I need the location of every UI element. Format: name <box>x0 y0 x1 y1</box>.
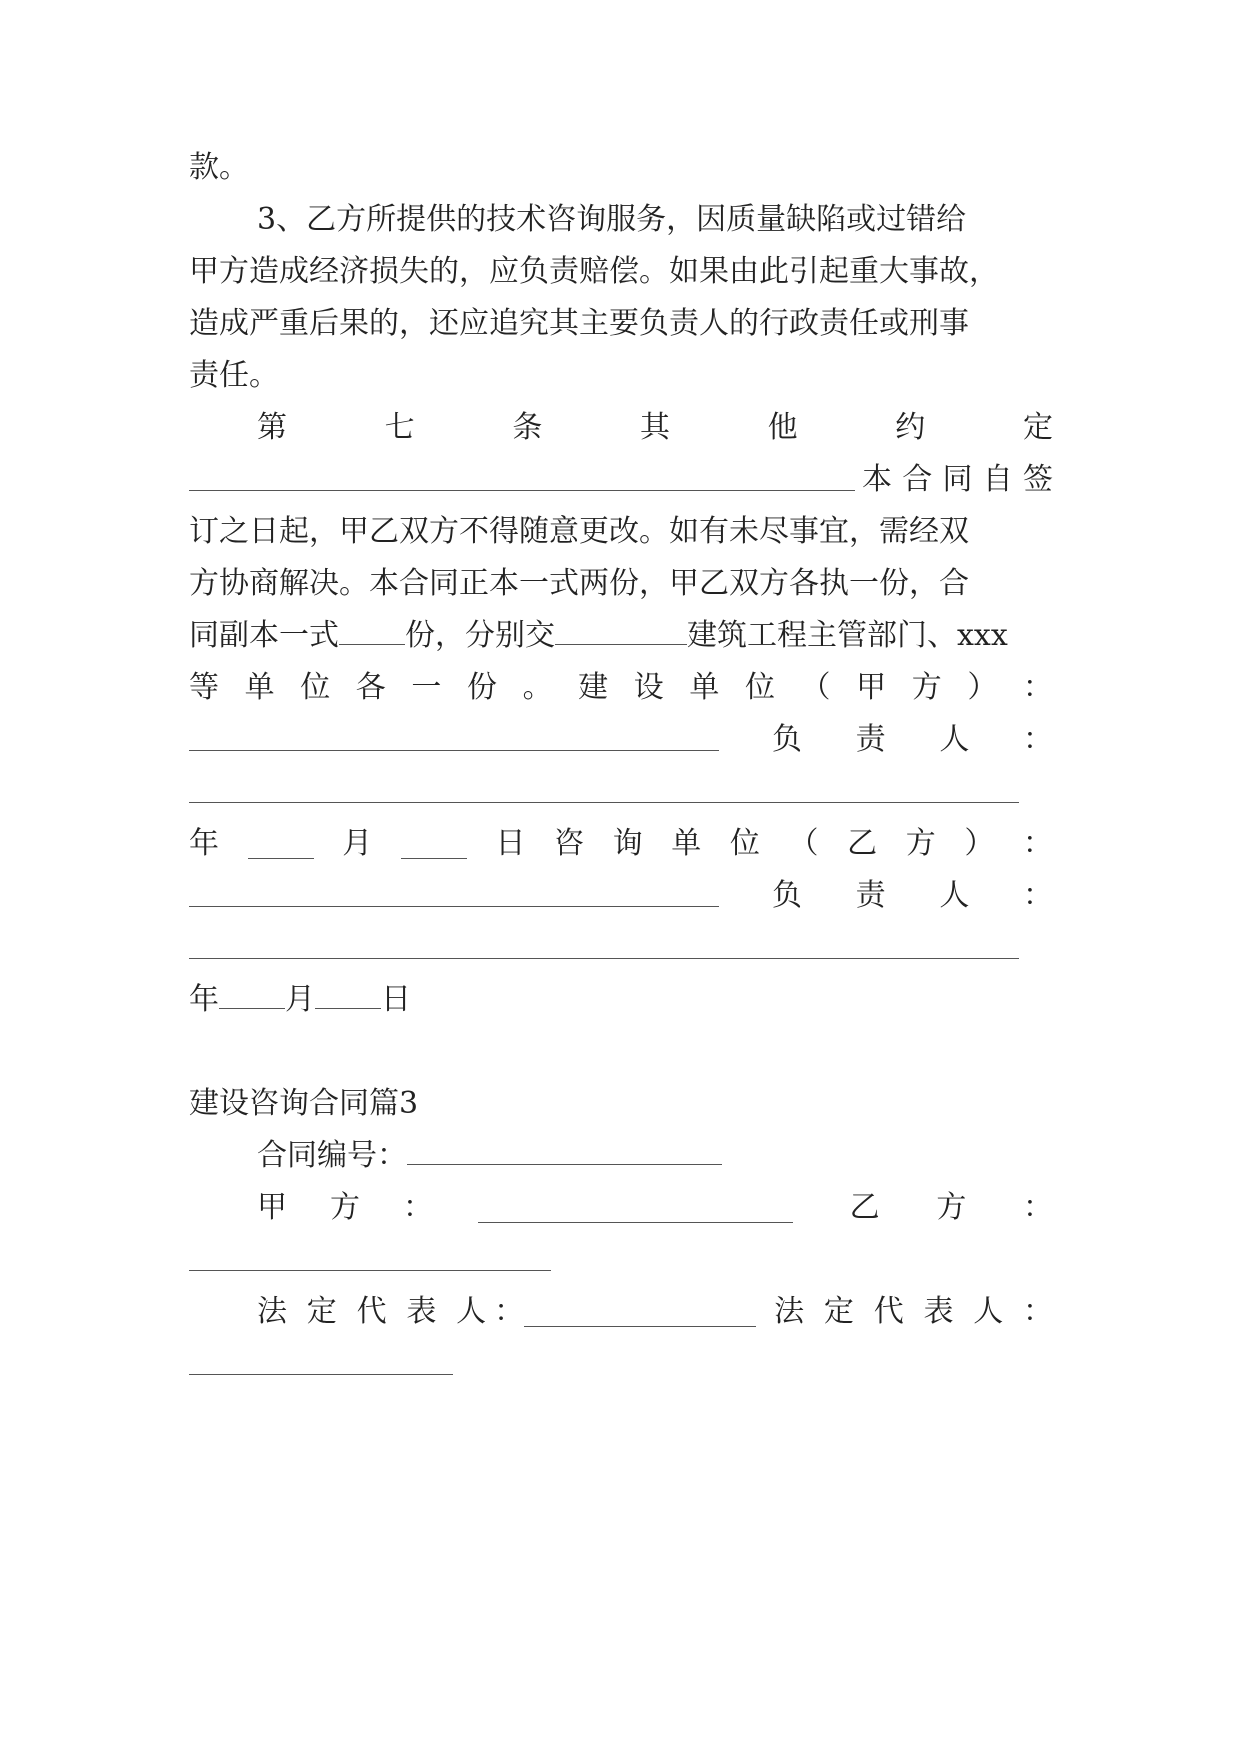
legal-rep-line <box>257 1292 1053 1332</box>
blank-line <box>189 906 719 907</box>
text-char: ） <box>967 670 998 705</box>
party-a-blank <box>478 1194 793 1223</box>
date-line <box>189 824 1053 864</box>
party-b-blank <box>189 1270 551 1271</box>
text-char: 方 <box>905 826 936 861</box>
text-char: 人 <box>939 878 970 913</box>
paragraph-line: 3、乙方所提供的技术咨询服务，因质量缺陷或过错给 <box>257 202 967 237</box>
heading-char: 其 <box>639 410 670 445</box>
text-char: 人 <box>456 1294 487 1329</box>
paragraph-line <box>189 616 1053 656</box>
text-char: （ <box>788 826 819 861</box>
text-char: 人 <box>973 1294 1004 1329</box>
text-char: 。 <box>522 670 553 705</box>
paragraph-line: 款。 <box>189 150 249 185</box>
parties-line <box>257 1188 1053 1228</box>
section-title: 建设咨询合同篇3 <box>189 1086 419 1121</box>
text-char: 设 <box>633 670 664 705</box>
text-char: 位 <box>729 826 760 861</box>
text-char: 法 <box>257 1294 287 1329</box>
text-fragment: 份，分别交 <box>405 618 555 653</box>
text-char: 定 <box>306 1294 337 1329</box>
heading-char: 条 <box>512 410 543 445</box>
text-char: 合 <box>902 462 933 497</box>
text-char: 方 <box>936 1190 967 1225</box>
legal-rep-a-blank <box>524 1298 756 1327</box>
text-char: 责 <box>855 722 886 757</box>
text-char: ： <box>1023 1190 1053 1225</box>
text-char: ） <box>964 826 995 861</box>
text-char: 一 <box>411 670 442 705</box>
text-char: 甲 <box>257 1190 287 1225</box>
heading-char: 他 <box>767 410 798 445</box>
legal-rep-b-blank <box>189 1374 453 1375</box>
text-char: 月 <box>342 826 373 861</box>
text-char: 负 <box>772 878 802 913</box>
paragraph-line: 订之日起，甲乙双方不得随意更改。如有未尽事宜，需经双 <box>189 514 969 549</box>
text-char: 单 <box>689 670 720 705</box>
heading-char: 七 <box>384 410 415 445</box>
text-char: ： <box>1023 1294 1053 1329</box>
paragraph-line <box>862 460 1053 500</box>
text-char: 乙 <box>849 1190 880 1225</box>
month-blank <box>219 980 285 1009</box>
paragraph-line: 造成严重后果的，还应追究其主要负责人的行政责任或刑事 <box>189 306 969 341</box>
text-char: 定 <box>823 1294 854 1329</box>
text-char: 咨 <box>554 826 585 861</box>
text-char: ： <box>1022 670 1053 705</box>
heading-char: 定 <box>1022 410 1053 445</box>
text-char: 单 <box>671 826 702 861</box>
text-char: （ <box>800 670 831 705</box>
day-blank <box>401 830 467 859</box>
blank-line <box>189 958 1019 959</box>
text-char: 份 <box>466 670 497 705</box>
text-char: ： <box>494 1294 525 1329</box>
text-char: 询 <box>612 826 643 861</box>
responsible-label <box>772 720 1053 760</box>
day-blank <box>315 980 381 1009</box>
text-fragment: 日 <box>381 982 411 1017</box>
contract-number-label: 合同编号： <box>257 1138 407 1173</box>
contract-number-line <box>189 1136 1053 1176</box>
text-char: ： <box>403 1190 433 1225</box>
text-char: 建 <box>578 670 609 705</box>
text-char: 方 <box>911 670 942 705</box>
paragraph-line: 责任。 <box>189 358 279 393</box>
paragraph-line <box>189 668 1053 708</box>
text-fragment: 年 <box>189 982 219 1017</box>
text-fragment: 建筑工程主管部门、xxx <box>687 618 1008 653</box>
text-fragment: 月 <box>285 982 315 1017</box>
text-char: 乙 <box>847 826 878 861</box>
text-char: 法 <box>774 1294 805 1329</box>
paragraph-line: 方协商解决。本合同正本一式两份，甲乙双方各执一份，合 <box>189 566 969 601</box>
contract-number-blank <box>407 1136 722 1165</box>
recipient-blank <box>555 616 687 645</box>
blank-line <box>189 490 855 491</box>
text-char: 表 <box>406 1294 437 1329</box>
text-char: 本 <box>862 462 892 497</box>
text-char: 方 <box>330 1190 360 1225</box>
heading-char: 第 <box>257 410 287 445</box>
text-char: 等 <box>189 670 219 705</box>
text-char: 甲 <box>856 670 887 705</box>
text-char: 年 <box>189 826 219 861</box>
text-char: 位 <box>300 670 331 705</box>
text-char: ： <box>1022 878 1053 913</box>
text-char: 代 <box>873 1294 904 1329</box>
month-blank <box>248 830 314 859</box>
text-char: 人 <box>939 722 970 757</box>
text-char: ： <box>1022 826 1053 861</box>
blank-line <box>189 802 1019 803</box>
text-char: 日 <box>495 826 526 861</box>
copies-blank <box>339 616 405 645</box>
blank-line <box>189 750 719 751</box>
text-char: 责 <box>855 878 886 913</box>
text-char: 代 <box>356 1294 387 1329</box>
text-char: 各 <box>355 670 386 705</box>
paragraph-line: 甲方造成经济损失的，应负责赔偿。如果由此引起重大事故， <box>189 254 999 289</box>
text-char: 位 <box>744 670 775 705</box>
text-char: 负 <box>772 722 802 757</box>
heading-char: 约 <box>895 410 926 445</box>
text-fragment: 同副本一式 <box>189 618 339 653</box>
text-char: ： <box>1022 722 1053 757</box>
text-char: 单 <box>244 670 275 705</box>
date-line <box>189 980 1053 1020</box>
text-char: 表 <box>923 1294 954 1329</box>
text-char: 同 <box>942 462 973 497</box>
text-char: 签 <box>1023 462 1053 497</box>
article-heading <box>257 408 1053 448</box>
text-char: 自 <box>982 462 1013 497</box>
responsible-label <box>772 876 1053 916</box>
